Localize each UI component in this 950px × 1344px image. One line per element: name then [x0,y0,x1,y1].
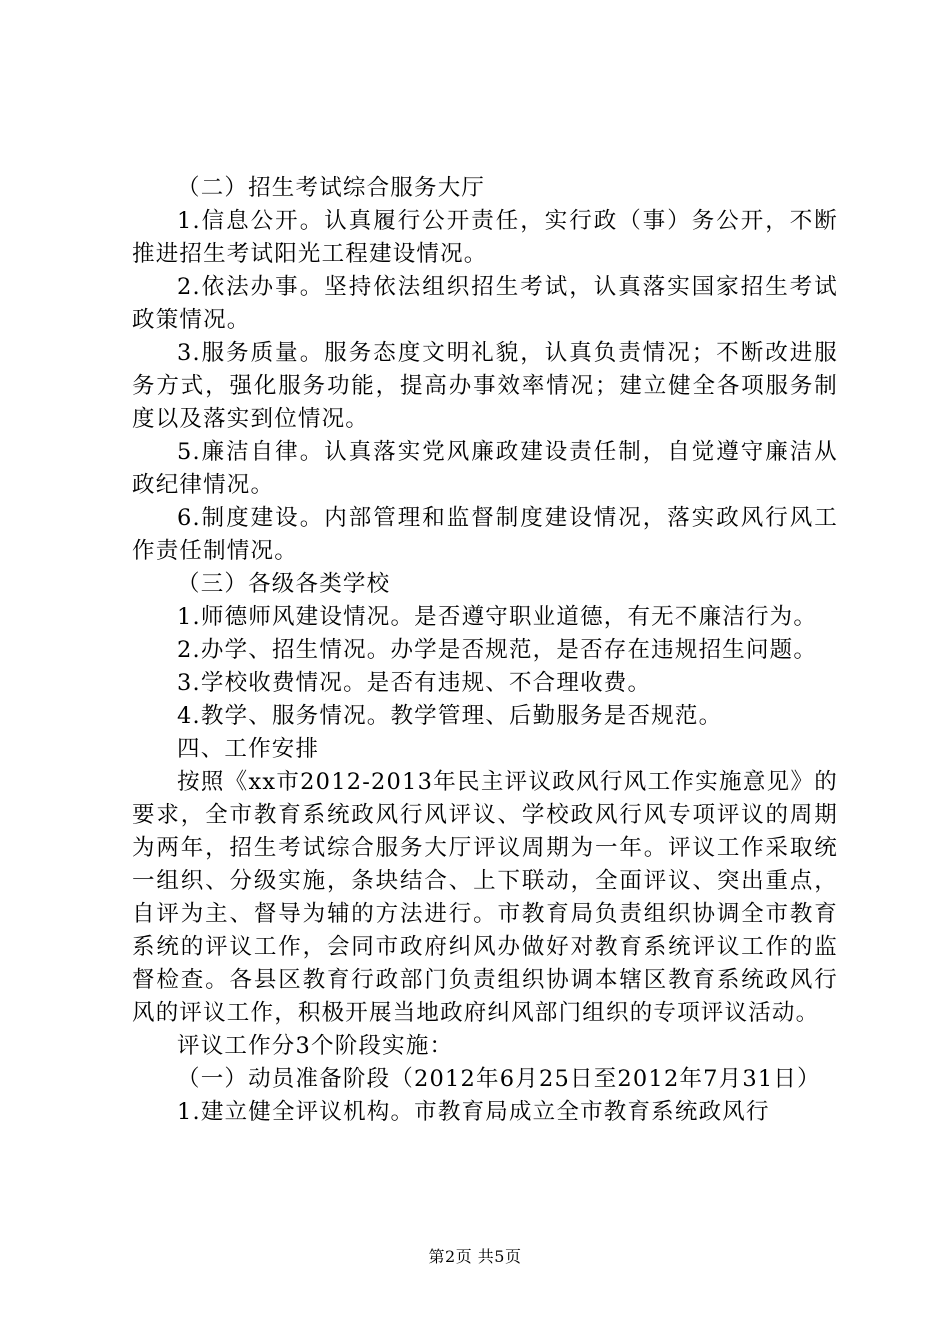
paragraph-work-arrangement-body: 按照《xx市2012-2013年民主评议政风行风工作实施意见》的要求，全市教育系统政风行风评议、学校政风行风专项评议的周期为两年，招生考试综合服务大厅评议周期为一年。评议工作采取统一组织、分级实施，条块结合、上下联动，全面评议、突出重点，自评为主、督导为辅的方法进行。市教育局负责组织协调全市教育系统的评议工作，会同市政府纠风办做好对教育系统评议工作的监督检查。各县区教育行政部门负责组织协调本辖区教育系统政风行风的评议工作，积极开展当地政府纠风部门组织的专项评议活动。 [132,769,838,1026]
paragraph-teaching-service: 4.教学、服务情况。教学管理、后勤服务是否规范。 [177,703,723,729]
document-body [132,172,838,1129]
section-heading-admissions-hall: （二）招生考试综合服务大厅 [177,175,486,201]
paragraph-three-stages: 评议工作分3个阶段实施： [177,1033,454,1059]
paragraph-lawful-conduct: 2.依法办事。坚持依法组织招生考试，认真落实国家招生考试政策情况。 [132,274,838,333]
paragraph-service-quality: 3.服务质量。服务态度文明礼貌，认真负责情况；不断改进服务方式，强化服务功能，提高办事效率情况；建立健全各项服务制度以及落实到位情况。 [132,340,838,432]
paragraph-integrity: 5.廉洁自律。认真落实党风廉政建设责任制，自觉遵守廉洁从政纪律情况。 [132,439,838,498]
section-heading-work-arrangement: 四、工作安排 [177,736,320,762]
paragraph-info-disclosure: 1.信息公开。认真履行公开责任，实行政（事）务公开，不断推进招生考试阳光工程建设情况。 [132,208,838,267]
paragraph-enrollment: 2.办学、招生情况。办学是否规范，是否存在违规招生问题。 [177,637,818,663]
section-heading-schools: （三）各级各类学校 [177,571,391,597]
paragraph-school-fees: 3.学校收费情况。是否有违规、不合理收费。 [177,670,652,696]
paragraph-teacher-ethics: 1.师德师风建设情况。是否遵守职业道德，有无不廉洁行为。 [177,604,818,630]
paragraph-system-building: 6.制度建设。内部管理和监督制度建设情况，落实政风行风工作责任制情况。 [132,505,838,564]
paragraph-stage-one-heading: （一）动员准备阶段（2012年6月25日至2012年7月31日） [177,1066,821,1092]
page-footer: 第2页 共5页 [428,1247,522,1266]
paragraph-establish-bodies: 1.建立健全评议机构。市教育局成立全市教育系统政风行 [177,1099,770,1125]
